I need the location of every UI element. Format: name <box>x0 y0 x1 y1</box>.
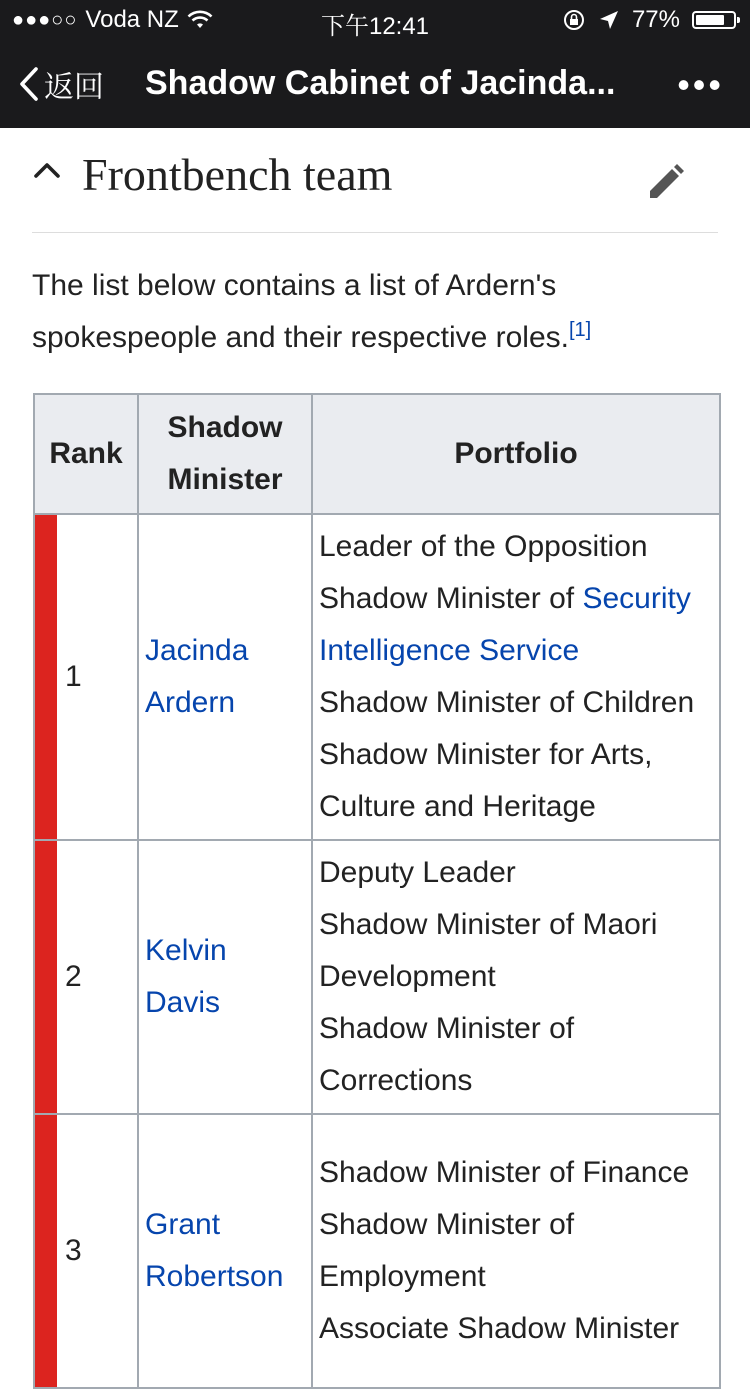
name-line: Grant <box>145 1208 221 1241</box>
carrier-name: Voda NZ <box>85 6 179 33</box>
table-row <box>34 514 720 840</box>
portfolio-header: Portfolio <box>312 394 720 514</box>
reference-link[interactable]: [1] <box>568 319 592 341</box>
table-row <box>34 840 720 1114</box>
minister-link-kelvin-davis[interactable] <box>145 934 227 1019</box>
name-line: Ardern <box>145 686 236 719</box>
clock: 下午12:41 <box>320 13 430 40</box>
back-button[interactable] <box>18 62 104 106</box>
rank-cell <box>34 840 138 1114</box>
portfolio-item: Deputy Leader <box>319 856 516 889</box>
rank-number: 3 <box>65 1234 82 1267</box>
portfolio-item: Associate Shadow Minister <box>319 1312 680 1345</box>
portfolio-item <box>319 573 713 677</box>
minister-name-cell <box>138 840 312 1114</box>
portfolio-cell <box>312 840 720 1114</box>
portfolio-cell <box>312 514 720 840</box>
table-header-row <box>34 394 720 514</box>
portfolio-cell <box>312 1114 720 1388</box>
status-icons <box>562 6 736 34</box>
rank-header: Rank <box>34 394 138 514</box>
rank-number: 1 <box>65 660 82 693</box>
portfolio-item: Leader of the Opposition <box>319 530 648 563</box>
status-bar <box>0 0 750 42</box>
pencil-icon[interactable] <box>644 162 686 204</box>
shadow-minister-header <box>138 394 312 514</box>
minister-link-jacinda-ardern[interactable] <box>145 634 248 719</box>
battery-icon <box>692 11 736 29</box>
minister-link-grant-robertson[interactable] <box>145 1208 283 1293</box>
rotation-lock-icon <box>562 8 586 32</box>
section-title: Frontbench team <box>82 149 393 200</box>
name-line: Davis <box>145 986 221 1019</box>
minister-name-cell <box>138 514 312 840</box>
portfolio-item: Shadow Minister of Employment <box>319 1208 575 1293</box>
name-line: Robertson <box>145 1260 284 1293</box>
intro-text: The list below contains a list of Ardern's spokespeople and their respective roles. <box>32 269 569 354</box>
portfolio-item: Shadow Minister of Finance <box>319 1156 690 1189</box>
rank-cell <box>34 1114 138 1388</box>
location-arrow-icon <box>598 9 620 31</box>
signal-strength-icon: ●●●○○ <box>12 8 78 31</box>
page-title: Shadow Cabinet of Jacinda... <box>145 64 616 102</box>
frontbench-table <box>33 393 721 1389</box>
name-line: Kelvin <box>145 934 227 967</box>
chevron-up-icon[interactable] <box>32 156 62 186</box>
battery-level <box>696 15 724 25</box>
party-color-bar <box>35 1115 57 1387</box>
portfolio-item: Shadow Minister of Maori Development <box>319 908 658 993</box>
name-line: Jacinda <box>145 634 249 667</box>
party-color-bar <box>35 515 57 839</box>
header-line: Minister <box>167 463 283 496</box>
intro-paragraph <box>32 260 722 364</box>
minister-name-cell <box>138 1114 312 1388</box>
security-intelligence-service-link[interactable]: Security Intelligence Service <box>319 582 691 667</box>
rank-cell <box>34 514 138 840</box>
rank-number: 2 <box>65 960 82 993</box>
navigation-bar <box>0 42 750 128</box>
portfolio-item: Shadow Minister for Arts, Culture and Heritage <box>319 738 653 823</box>
battery-percent: 77% <box>631 6 680 33</box>
back-label: 返回 <box>44 71 104 104</box>
table-row <box>34 1114 720 1388</box>
section-header[interactable] <box>32 128 718 233</box>
portfolio-item: Shadow Minister of Children <box>319 686 695 719</box>
portfolio-prefix: Shadow Minister of <box>319 582 583 615</box>
header-line: Shadow <box>167 411 283 444</box>
party-color-bar <box>35 841 57 1113</box>
portfolio-item: Shadow Minister of Corrections <box>319 1012 575 1097</box>
more-options-button[interactable]: ••• <box>677 64 724 105</box>
chevron-left-icon <box>18 66 40 102</box>
